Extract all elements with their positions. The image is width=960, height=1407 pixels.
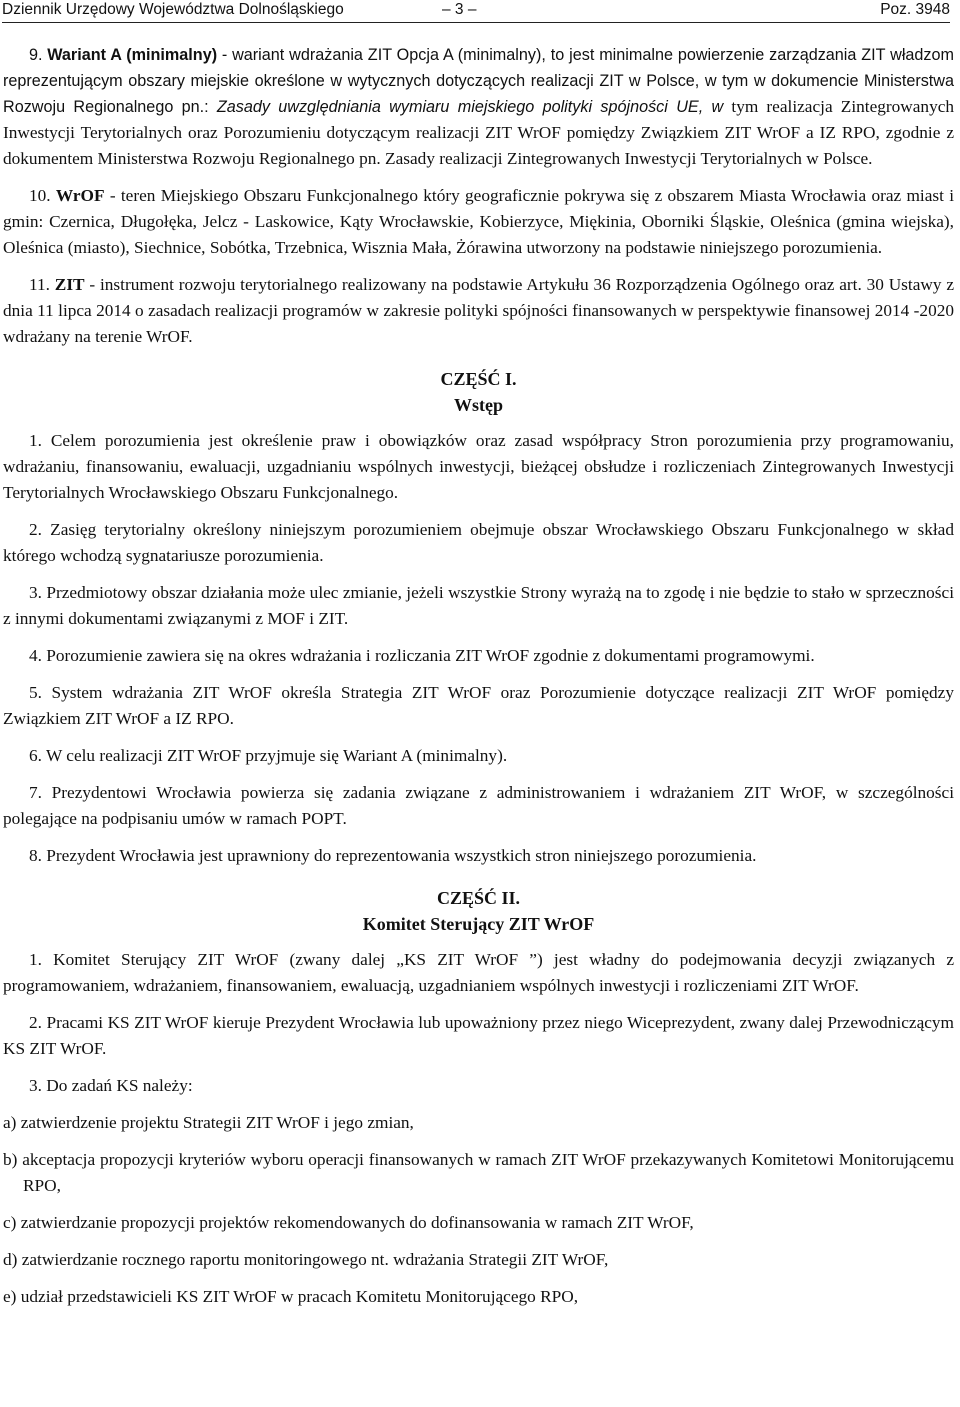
part-2-item: 1. Komitet Sterujący ZIT WrOF (zwany dalej „KS ZIT WrOF ”) jest władny do podejmowania decyzji związanych z programowaniem, wdrażaniem, finansowaniem, ewaluacją, uzgadnianiem wspólnych inwestycji i rozliczeniami ZIT WrOF. [3, 950, 954, 995]
definition-10 [3, 183, 954, 261]
document-body [3, 42, 954, 1321]
definition-text: - instrument rozwoju terytorialnego realizowany na podstawie Artykułu 36 Rozporządzenia Ogólnego oraz art. 30 Ustawy z dnia 11 lipca 2014 o zasadach realizacji programów w zakresie polityki spójności finansowanych w perspektywie finansowej 2014 -2020 wdrażany na terenie WrOF. [3, 275, 954, 346]
document-title-italic: Zasady uwzględniania wymiaru miejskiego polityki spójności UE, w [216, 98, 724, 116]
task-item-e: e) udział przedstawicieli KS ZIT WrOF w pracach Komitetu Monitorującego RPO, [3, 1287, 579, 1306]
definition-term: WrOF [55, 186, 105, 205]
position-number: Poz. 3948 [880, 1, 950, 18]
definition-term: Wariant A (minimalny) [47, 46, 218, 64]
definition-text: - teren Miejskiego Obszaru Funkcjonalnego który geograficznie pokrywa się z obszarem Miasta Wrocławia oraz miast i gmin: Czernica, Długołęka, Jelcz - Laskowice, Kąty Wrocławskie, Kobierzyce, Miękinia, Oborniki Śląskie, Oleśnica (gmina wiejska), Oleśnica (miasto), Siechnice, Sobótka, Trzebnica, Wisznia Mała, Żórawina utworzony na podstawie niniejszego porozumienia. [3, 186, 954, 257]
journal-title: Dziennik Urzędowy Województwa Dolnośląskiego [2, 1, 344, 18]
task-item-b: b) akceptacja propozycji kryteriów wyboru operacji finansowanych w ramach ZIT WrOF przekazywanych Komitetowi Monitorującemu RPO, [3, 1150, 954, 1195]
part-2-heading [3, 885, 954, 937]
task-item-a: a) zatwierdzenie projektu Strategii ZIT WrOF i jego zmian, [3, 1113, 414, 1132]
part-1-heading [3, 366, 954, 418]
part-1-item: 8. Prezydent Wrocławia jest uprawniony do reprezentowania wszystkich stron niniejszego porozumienia. [29, 846, 757, 865]
part-2-subtitle: Komitet Sterujący ZIT WrOF [362, 914, 595, 934]
part-1-item: 3. Przedmiotowy obszar działania może ulec zmianie, jeżeli wszystkie Strony wyrażą na to zgodę i nie będzie to stało w sprzeczności z innymi dokumentami związanymi z MOF i ZIT. [3, 583, 954, 628]
part-1-subtitle: Wstęp [454, 395, 503, 415]
part-2-item: 3. Do zadań KS należy: [29, 1076, 193, 1095]
part-1-item: 7. Prezydentowi Wrocławia powierza się zadania związane z administrowaniem i wdrażaniem ZIT WrOF, w szczególności polegające na podpisaniu umów w ramach POPT. [3, 783, 954, 828]
definition-number: 10. [29, 186, 51, 205]
definition-text-rest: tym realizacja Zintegrowanych Inwestycji Terytorialnych oraz Porozumieniu dotyczącym realizacji ZIT WrOF pomiędzy Związkiem ZIT WrOF a IZ RPO, zgodnie z dokumentem Ministerstwa Rozwoju Regionalnego pn. Zasady realizacji Zintegrowanych Inwestycji Terytorialnych w Polsce. [3, 97, 955, 168]
part-1-item: 6. W celu realizacji ZIT WrOF przyjmuje się Wariant A (minimalny). [29, 746, 508, 765]
definition-9 [3, 42, 954, 172]
page-number: – 3 – [442, 1, 477, 18]
page-header [2, 0, 950, 23]
part-1-item: 2. Zasięg terytorialny określony niniejszym porozumieniem obejmuje obszar Wrocławskiego Obszaru Funkcjonalnego w skład którego wchodzą sygnatariusze porozumienia. [3, 520, 954, 565]
definition-11 [3, 272, 954, 350]
definition-term: ZIT [54, 275, 85, 294]
part-1-title: CZĘŚĆ I. [440, 369, 517, 389]
task-item-d: d) zatwierdzanie rocznego raportu monitoringowego nt. wdrażania Strategii ZIT WrOF, [3, 1250, 609, 1269]
definition-text: - wariant wdrażania ZIT Opcja A (minimalny), to jest minimalne powierzenie zarządzania ZIT władzom reprezentującym obszary miejskie określone w wytycznych dotyczących realizacji ZIT w Polsce, w tym w dokumencie Ministerstwa Rozwoju Regionalnego pn.: [3, 46, 955, 116]
part-2-item: 2. Pracami KS ZIT WrOF kieruje Prezydent Wrocławia lub upoważniony przez niego Wiceprezydent, zwany dalej Przewodniczącym KS ZIT WrOF. [3, 1013, 954, 1058]
part-1-item: 1. Celem porozumienia jest określenie praw i obowiązków oraz zasad współpracy Stron porozumienia przy programowaniu, wdrażaniu, finansowaniu, ewaluacji, uzgadnianiu wspólnych inwestycji, bieżącej obsłudze i rozliczeniach Zintegrowanych Inwestycji Terytorialnych Wrocławskiego Obszaru Funkcjonalnego. [3, 431, 954, 502]
definition-number: 9. [29, 46, 43, 64]
task-item-c: c) zatwierdzanie propozycji projektów rekomendowanych do dofinansowania w ramach ZIT WrOF, [3, 1213, 694, 1232]
part-1-item: 5. System wdrażania ZIT WrOF określa Strategia ZIT WrOF oraz Porozumienie dotyczące realizacji ZIT WrOF pomiędzy Związkiem ZIT WrOF a IZ RPO. [3, 683, 954, 728]
part-2-title: CZĘŚĆ II. [436, 888, 521, 908]
definition-number: 11. [29, 275, 50, 294]
part-1-item: 4. Porozumienie zawiera się na okres wdrażania i rozliczania ZIT WrOF zgodnie z dokumentami programowymi. [29, 646, 815, 665]
